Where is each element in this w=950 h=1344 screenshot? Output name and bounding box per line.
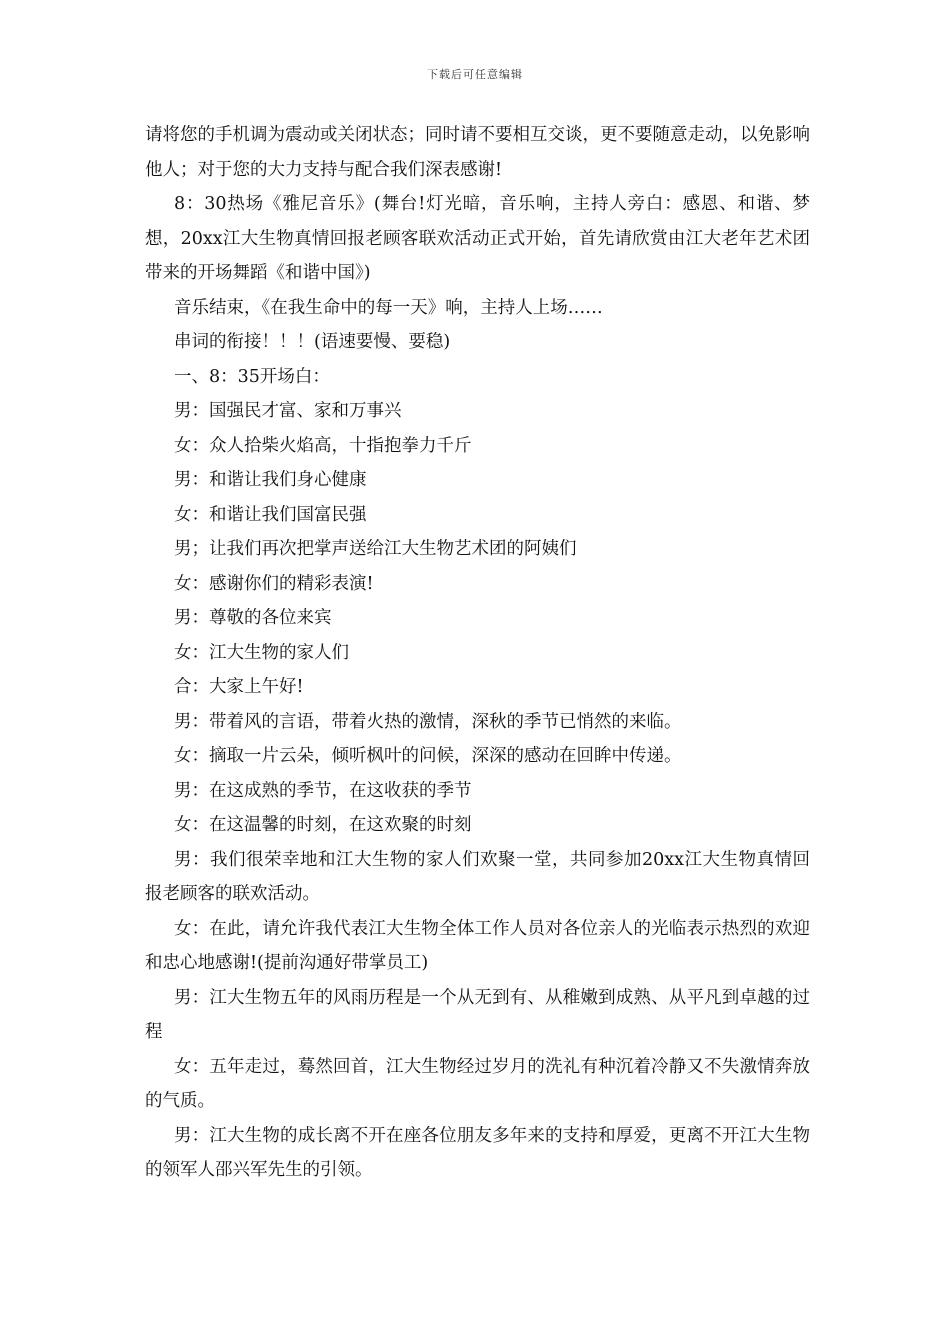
dialogue-line: 女：感谢你们的精彩表演! xyxy=(174,573,374,594)
paragraph: 串词的衔接！！！(语速要慢、要稳) xyxy=(174,332,451,352)
document-body xyxy=(145,118,810,1188)
dialogue-line: 男：带着风的言语，带着火热的激情，深秋的季节已悄然的来临。 xyxy=(174,711,682,732)
dialogue-line: 男；让我们再次把掌声送给江大生物艺术团的阿姨们 xyxy=(174,539,577,559)
section-heading: 一、8：35开场白： xyxy=(174,366,330,387)
dialogue-line: 男：和谐让我们身心健康 xyxy=(174,470,367,490)
dialogue-line: 男：江大生物五年的风雨历程是一个从无到有、从稚嫩到成熟、从平凡到卓越的过程 xyxy=(145,987,810,1042)
dialogue-line: 男：在这成熟的季节，在这收获的季节 xyxy=(174,780,472,801)
paragraph: 请将您的手机调为震动或关闭状态；同时请不要相互交谈，更不要随意走动，以免影响他人；对于您的大力支持与配合我们深表感谢! xyxy=(145,125,810,180)
dialogue-line: 女：众人拾柴火焰高，十指抱拳力千斤 xyxy=(174,435,472,456)
dialogue-line: 男：我们很荣幸地和江大生物的家人们欢聚一堂，共同参加20xx江大生物真情回报老顾客的联欢活动。 xyxy=(145,849,810,904)
dialogue-line: 女：在此，请允许我代表江大生物全体工作人员对各位亲人的光临表示热烈的欢迎和忠心地感谢!(提前沟通好带掌员工) xyxy=(145,918,810,973)
dialogue-line: 女：江大生物的家人们 xyxy=(174,642,349,663)
dialogue-line: 女：在这温馨的时刻，在这欢聚的时刻 xyxy=(174,815,472,835)
dialogue-line: 男：国强民才富、家和万事兴 xyxy=(174,401,402,421)
header-note: 下载后可任意编辑 xyxy=(427,68,523,81)
paragraph: 8：30热场《雅尼音乐》(舞台!灯光暗，音乐响，主持人旁白：感恩、和谐、梦想，20xx江大生物真情回报老顾客联欢活动正式开始，首先请欣赏由江大老年艺术团带来的开场舞蹈《和谐中国》) xyxy=(145,194,810,283)
dialogue-line: 女：五年走过，蓦然回首，江大生物经过岁月的洗礼有种沉着冷静又不失激情奔放的气质。 xyxy=(145,1056,810,1111)
dialogue-line: 男：江大生物的成长离不开在座各位朋友多年来的支持和厚爱，更离不开江大生物的领军人邵兴军先生的引领。 xyxy=(145,1125,810,1180)
dialogue-line: 女：摘取一片云朵，倾听枫叶的问候，深深的感动在回眸中传递。 xyxy=(174,746,682,766)
dialogue-line: 女：和谐让我们国富民强 xyxy=(174,504,367,525)
paragraph: 音乐结束，《在我生命中的每一天》响，主持人上场…… xyxy=(174,297,603,318)
dialogue-line: 合：大家上午好! xyxy=(174,677,304,697)
dialogue-line: 男：尊敬的各位来宾 xyxy=(174,608,332,628)
